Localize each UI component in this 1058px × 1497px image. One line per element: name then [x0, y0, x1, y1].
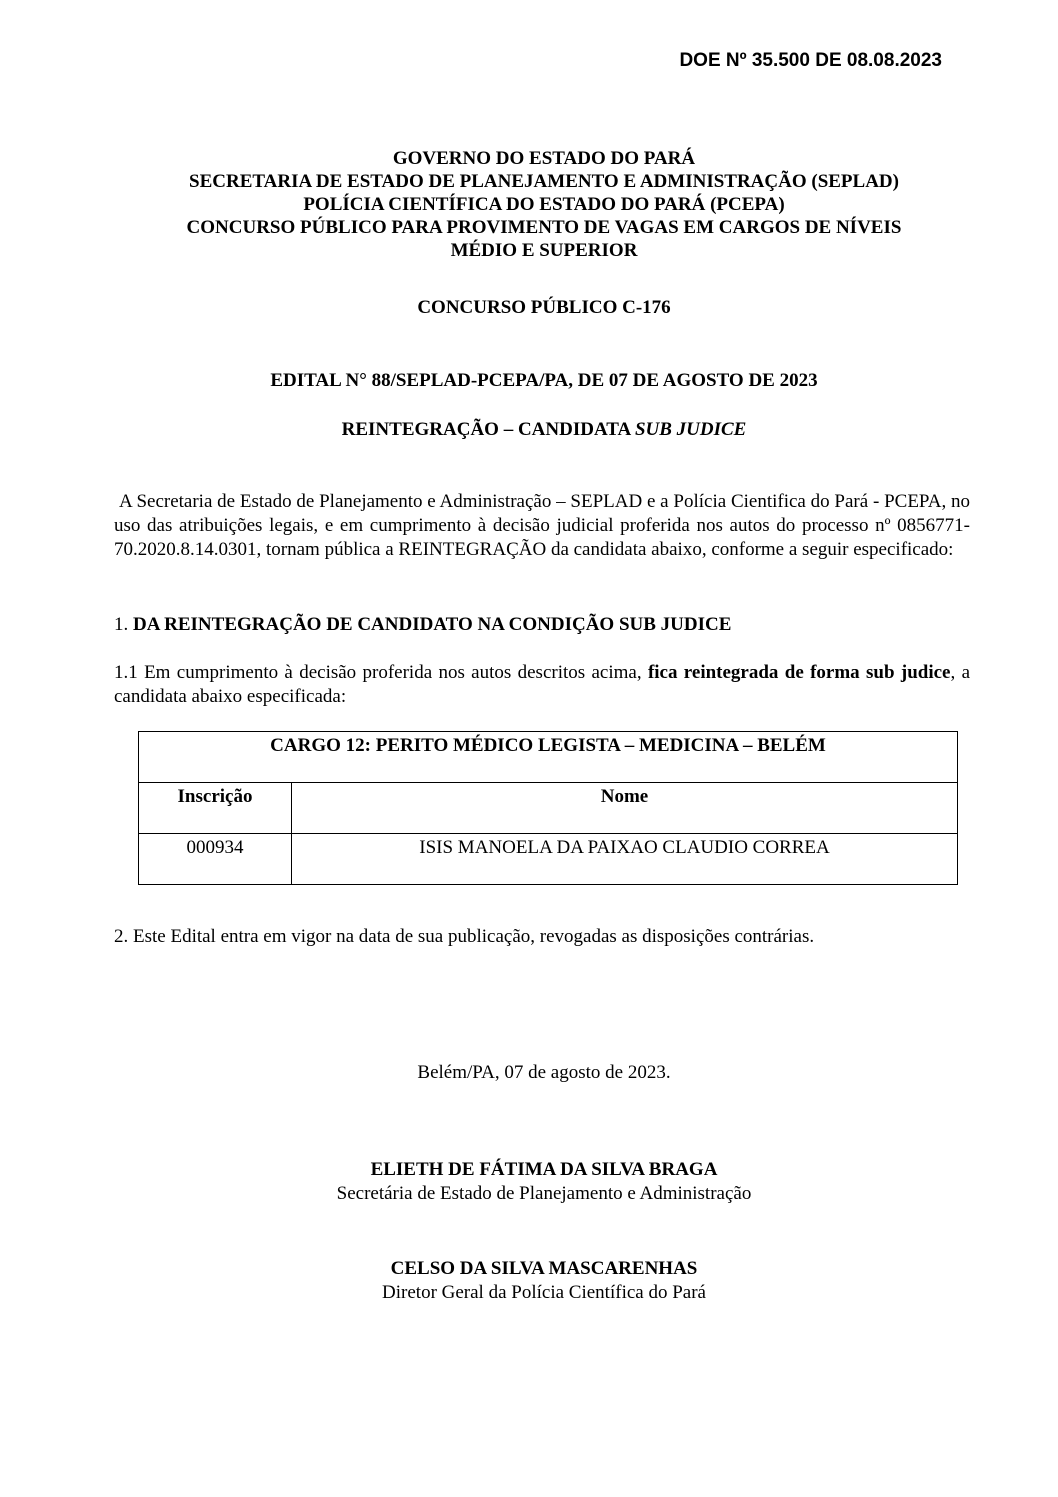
header-line: POLÍCIA CIENTÍFICA DO ESTADO DO PARÁ (PCEPA)	[303, 194, 785, 215]
section-1-1	[114, 661, 970, 709]
signer-name: ELIETH DE FÁTIMA DA SILVA BRAGA	[370, 1159, 718, 1180]
header-block	[0, 147, 1058, 262]
section-1	[114, 613, 970, 637]
bold-text: fica reintegrada de forma sub judice	[647, 662, 951, 683]
concurso-title: CONCURSO PÚBLICO C-176	[417, 297, 671, 318]
section-2: 2. Este Edital entra em vigor na data de sua publicação, revogadas as disposições contrárias.	[114, 926, 815, 947]
edital-title: EDITAL N° 88/SEPLAD-PCEPA/PA, DE 07 DE AGOSTO DE 2023	[270, 370, 818, 391]
cell-nome: ISIS MANOELA DA PAIXAO CLAUDIO CORREA	[292, 834, 958, 885]
signature-2	[0, 1257, 1058, 1305]
subtitle-text: REINTEGRAÇÃO – CANDIDATA	[341, 419, 635, 440]
subtitle-italic: SUB JUDICE	[634, 419, 747, 440]
text: , a candidata abaixo especificada:	[114, 662, 970, 707]
candidate-table	[138, 731, 958, 885]
section-title: DA REINTEGRAÇÃO DE CANDIDATO NA CONDIÇÃO SUB JUDICE	[133, 614, 732, 635]
date-line: Belém/PA, 07 de agosto de 2023.	[417, 1062, 671, 1083]
column-header: Nome	[292, 783, 958, 834]
signer-name: CELSO DA SILVA MASCARENHAS	[390, 1258, 698, 1279]
table-row	[139, 834, 958, 885]
signature-1	[0, 1158, 1058, 1206]
text: 1.1 Em cumprimento à decisão proferida nos autos descritos acima,	[114, 662, 648, 683]
doe-reference: DOE Nº 35.500 DE 08.08.2023	[679, 50, 942, 71]
header-line: MÉDIO E SUPERIOR	[450, 240, 638, 261]
subtitle	[0, 418, 1058, 441]
table-title: CARGO 12: PERITO MÉDICO LEGISTA – MEDICINA – BELÉM	[139, 732, 958, 783]
signer-role: Secretária de Estado de Planejamento e Administração	[336, 1183, 752, 1204]
signer-role: Diretor Geral da Polícia Científica do Pará	[382, 1282, 706, 1303]
column-header: Inscrição	[139, 783, 292, 834]
intro-paragraph: A Secretaria de Estado de Planejamento e Administração – SEPLAD e a Polícia Cientifica do Pará - PCEPA, no uso das atribuições legais, e em cumprimento à decisão judicial proferida nos autos do processo nº 0856771-70.2020.8.14.0301, tornam pública a REINTEGRAÇÃO da candidata abaixo, conforme a seguir especificado:	[114, 491, 970, 560]
header-line: CONCURSO PÚBLICO PARA PROVIMENTO DE VAGAS EM CARGOS DE NÍVEIS	[186, 217, 902, 238]
section-number: 1.	[114, 614, 133, 635]
header-line: SECRETARIA DE ESTADO DE PLANEJAMENTO E ADMINISTRAÇÃO (SEPLAD)	[189, 171, 899, 192]
cell-inscricao: 000934	[139, 834, 292, 885]
header-line: GOVERNO DO ESTADO DO PARÁ	[392, 148, 696, 169]
